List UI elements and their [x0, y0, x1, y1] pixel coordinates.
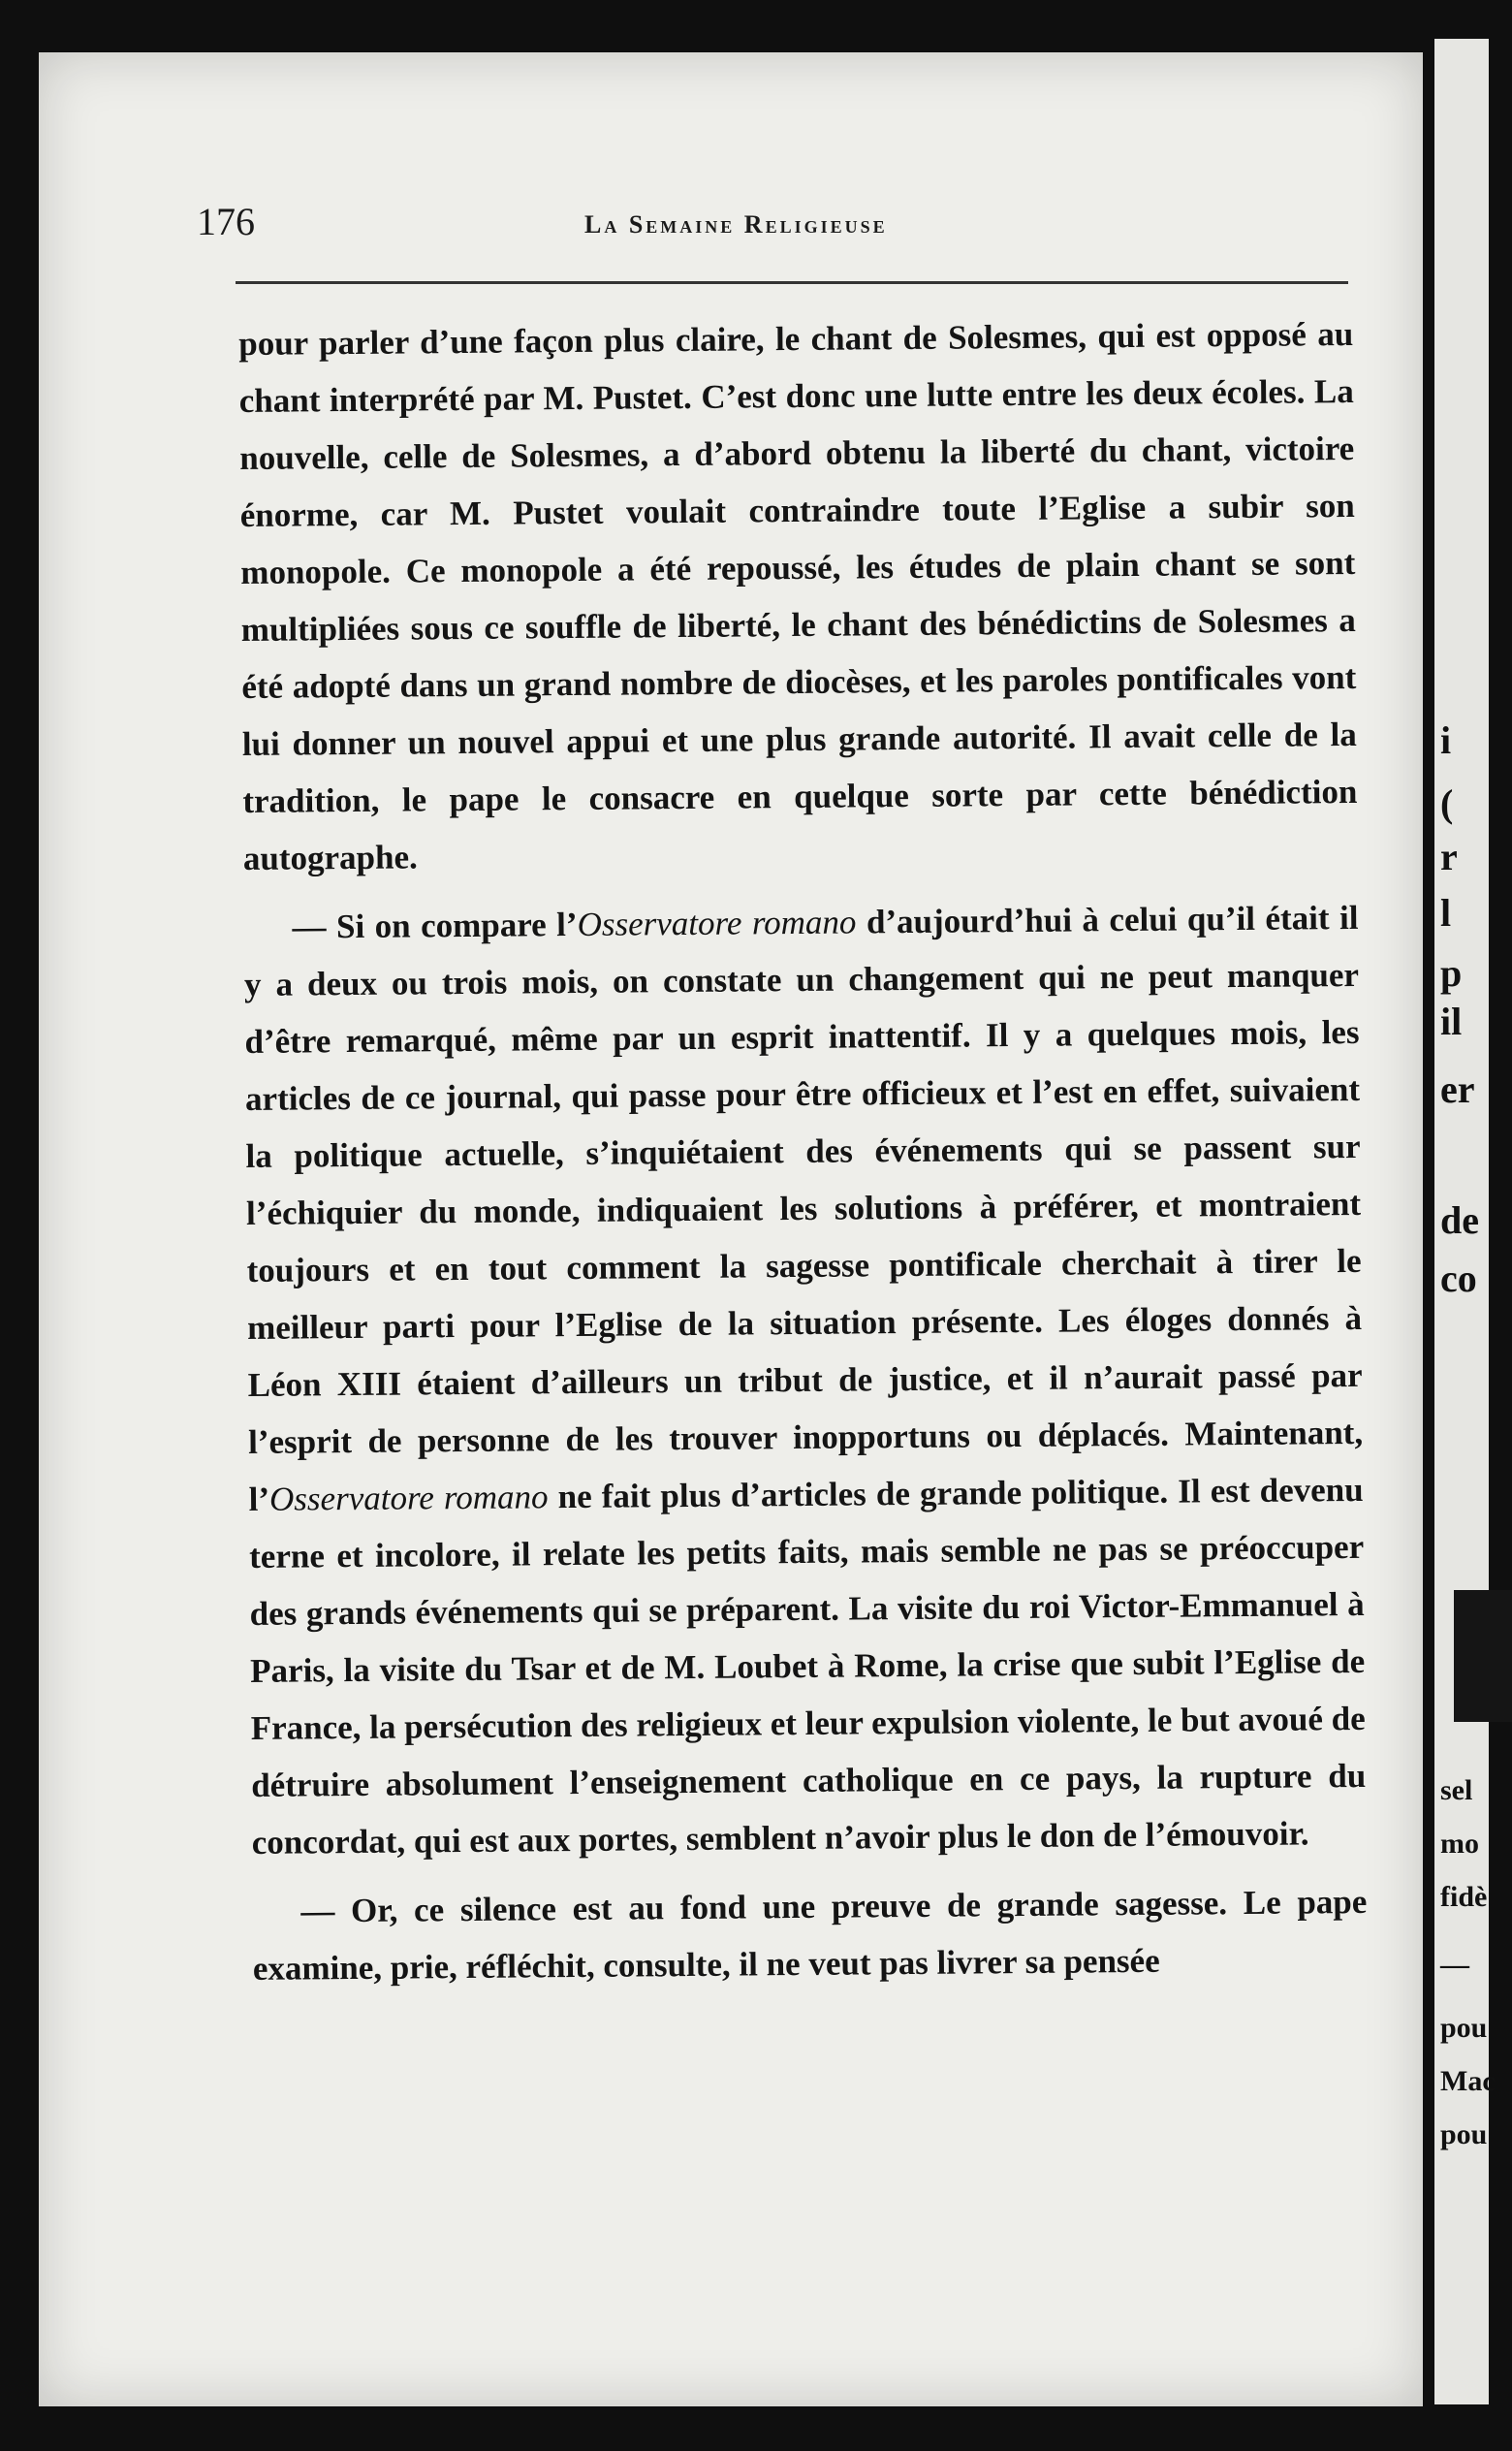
- adjacent-page-fragment: pou: [1440, 2118, 1488, 2150]
- text-segment: ne fait plus d’articles de grande politique. Il est devenu terne et incolore, il relate les petits faits, mais semble ne pas se préoccuper des grands événements qui se préparent. La visite du roi Victor-Emmanuel à Paris, la visite du Tsar et de M. Loubet à Rome, la crise que subit l’Eglise de France, la persécution des religieux et leur expulsion violente, le but avoué de détruire absolument l’enseignement catholique en ce pays, la rupture du concordat, qui est aux portes, semblent n’avoir plus le don de l’émouvoir.: [249, 1470, 1367, 1862]
- adjacent-page-fragment: de: [1440, 1198, 1479, 1242]
- paragraph: [243, 889, 1367, 1871]
- italic-title: Osservatore romano: [268, 1478, 549, 1518]
- text-segment: — Or, ce silence est au fond une preuve de grande sagesse. Le pape examine, prie, réfléchit, consulte, il ne veut pas livrer sa pensée: [252, 1882, 1368, 1988]
- adjacent-page-fragment: r: [1440, 835, 1458, 878]
- adjacent-page-fragment: mo: [1440, 1828, 1479, 1860]
- adjacent-page-fragment: sel: [1440, 1774, 1473, 1806]
- adjacent-page-fragment: p: [1440, 951, 1463, 995]
- adjacent-page-fragment: —: [1440, 1949, 1469, 1981]
- text-segment: d’aujourd’hui à celui qu’il était il y a deux ou trois mois, on constate un changement qui ne peut manquer d’être remarqué, même par un esprit inattentif. Il y a quelques mois, les articles de ce journal, qui passe pour être officieux et l’est en effet, suivaient la politique actuelle, s’inquiétaient des événements qui se passent sur l’échiquier du monde, indiquaient les solutions à préférer, et montraient toujours et en tout comment la sagesse pontificale cherchait à tirer le meilleur parti pour l’Eglise de la situation présente. Les éloges donnés à Léon XIII étaient d’ailleurs un tribut de justice, et il n’aurait passé par l’esprit de personne de les trouver inopportuns ou déplacés. Maintenant, l’: [243, 898, 1364, 1518]
- text-segment: — Si on compare l’: [292, 905, 578, 946]
- adjacent-page-fragment: Mac: [1440, 2065, 1496, 2097]
- adjacent-page-fragment: l: [1440, 891, 1452, 935]
- decorative-initial-ornament: [1454, 1590, 1512, 1722]
- text-segment: pour parler d’une façon plus claire, le chant de Solesmes, qui est opposé au chant interprété par M. Pustet. C’est donc une lutte entre les deux écoles. La nouvelle, celle de Solesmes, a d’abord obtenu la liberté du chant, victoire énorme, car M. Pustet voulait contraindre toute l’Eglise a subir son monopole. Ce monopole a été repoussé, les études de plain chant se sont multipliées sous ce souffle de liberté, le chant des bénédictins de Solesmes a été adopté dans un grand nombre de diocèses, et les paroles pontificales vont lui donner un nouvel appui et une plus grande autorité. Il avait celle de la tradition, le pape le consacre en quelque sorte par cette bénédiction autographe.: [238, 314, 1358, 877]
- page-header: [197, 199, 1348, 257]
- paragraph: [238, 305, 1358, 887]
- adjacent-page-fragment: (: [1440, 781, 1454, 825]
- adjacent-page-edge: [1434, 39, 1496, 2404]
- page-number: 176: [197, 200, 255, 243]
- adjacent-page-fragment: er: [1440, 1067, 1475, 1111]
- header-rule: [236, 281, 1348, 284]
- running-head: La Semaine Religieuse: [584, 210, 888, 239]
- paragraph: [252, 1873, 1368, 1997]
- adjacent-page-fragment: i: [1440, 718, 1452, 762]
- italic-title: Osservatore romano: [577, 903, 857, 943]
- adjacent-page-fragment: fidè: [1440, 1881, 1488, 1913]
- adjacent-page-fragment: co: [1440, 1257, 1477, 1300]
- body-text: [238, 305, 1368, 1997]
- adjacent-page-fragment: il: [1440, 1000, 1463, 1043]
- adjacent-page-fragment: pou: [1440, 2012, 1488, 2044]
